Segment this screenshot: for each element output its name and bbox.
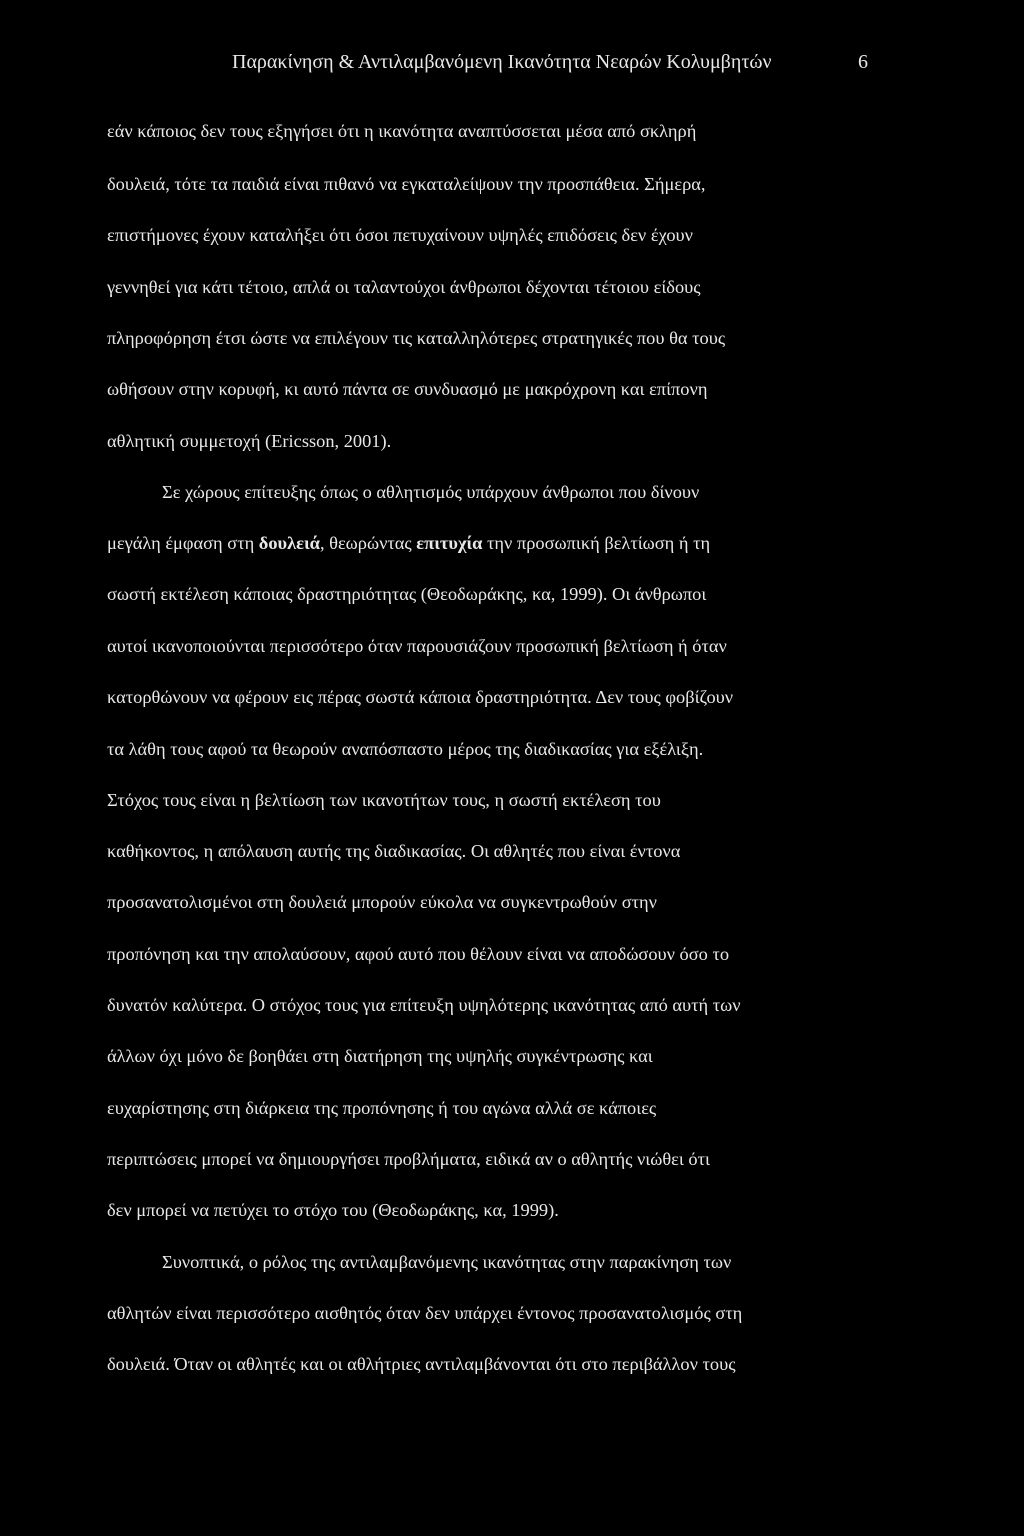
text-run: , θεωρώντας bbox=[319, 533, 417, 553]
text-line: επιστήμονες έχουν καταλήξει ότι όσοι πετυχαίνουν υψηλές επιδόσεις δεν έχουν bbox=[107, 225, 693, 245]
text-line: κατορθώνουν να φέρουν εις πέρας σωστά κάποια δραστηριότητα. Δεν τους φοβίζουν bbox=[107, 687, 734, 707]
emphasis-work: δουλειά bbox=[258, 533, 320, 553]
text-line: πληροφόρηση έτσι ώστε να επιλέγουν τις καταλληλότερες στρατηγικές που θα τους bbox=[107, 328, 726, 348]
text-line: Σε χώρους επίτευξης όπως ο αθλητισμός υπάρχουν άνθρωποι που δίνουν bbox=[162, 482, 700, 502]
text-line-with-emphasis bbox=[107, 530, 710, 556]
text-line: Συνοπτικά, ο ρόλος της αντιλαμβανόμενης ικανότητας στην παρακίνηση των bbox=[162, 1252, 732, 1272]
text-line: δουλειά, τότε τα παιδιά είναι πιθανό να εγκαταλείψουν την προσπάθεια. Σήμερα, bbox=[107, 174, 706, 194]
text-line: τα λάθη τους αφού τα θεωρούν αναπόσπαστο μέρος της διαδικασίας για εξέλιξη. bbox=[107, 739, 704, 759]
running-title: Παρακίνηση & Αντιλαμβανόμενη Ικανότητα Νεαρών Κολυμβητών bbox=[232, 51, 772, 73]
text-line: Στόχος τους είναι η βελτίωση των ικανοτήτων τους, η σωστή εκτέλεση του bbox=[107, 790, 661, 810]
running-head bbox=[232, 48, 872, 76]
text-line: αυτοί ικανοποιούνται περισσότερο όταν παρουσιάζουν προσωπική βελτίωση ή όταν bbox=[107, 636, 727, 656]
text-line: αθλητών είναι περισσότερο αισθητός όταν δεν υπάρχει έντονος προσανατολισμός στη bbox=[107, 1303, 743, 1323]
text-line: προσανατολισμένοι στη δουλειά μπορούν εύκολα να συγκεντρωθούν στην bbox=[107, 892, 657, 912]
text-line: εάν κάποιος δεν τους εξηγήσει ότι η ικανότητα αναπτύσσεται μέσα από σκληρή bbox=[107, 121, 697, 141]
text-line: ωθήσουν στην κορυφή, κι αυτό πάντα σε συνδυασμό με μακρόχρονη και επίπονη bbox=[107, 379, 708, 399]
text-line: δουλειά. Όταν οι αθλητές και οι αθλήτριες αντιλαμβάνονται ότι στο περιβάλλον τους bbox=[107, 1354, 736, 1374]
text-line: σωστή εκτέλεση κάποιας δραστηριότητας (Θεοδωράκης, κα, 1999). Οι άνθρωποι bbox=[107, 584, 707, 604]
text-line: περιπτώσεις μπορεί να δημιουργήσει προβλήματα, ειδικά αν ο αθλητής νιώθει ότι bbox=[107, 1149, 710, 1169]
text-line: άλλων όχι μόνο δε βοηθάει στη διατήρηση της υψηλής συγκέντρωσης και bbox=[107, 1046, 653, 1066]
text-line: γεννηθεί για κάτι τέτοιο, απλά οι ταλαντούχοι άνθρωποι δέχονται τέτοιου είδους bbox=[107, 277, 701, 297]
text-run: την προσωπική βελτίωση ή τη bbox=[482, 533, 711, 553]
page-number: 6 bbox=[858, 51, 868, 73]
text-line: δεν μπορεί να πετύχει το στόχο του (Θεοδωράκης, κα, 1999). bbox=[107, 1200, 559, 1220]
text-line: αθλητική συμμετοχή (Ericsson, 2001). bbox=[107, 431, 392, 451]
text-line: δυνατόν καλύτερα. Ο στόχος τους για επίτευξη υψηλότερης ικανότητας από αυτή των bbox=[107, 995, 741, 1015]
text-line: ευχαρίστησης στη διάρκεια της προπόνησης ή του αγώνα αλλά σε κάποιες bbox=[107, 1098, 657, 1118]
text-run: μεγάλη έμφαση στη bbox=[107, 533, 259, 553]
emphasis-success: επιτυχία bbox=[416, 533, 483, 553]
text-line: προπόνηση και την απολαύσουν, αφού αυτό που θέλουν είναι να αποδώσουν όσο το bbox=[107, 944, 730, 964]
text-line: καθήκοντος, η απόλαυση αυτής της διαδικασίας. Οι αθλητές που είναι έντονα bbox=[107, 841, 681, 861]
